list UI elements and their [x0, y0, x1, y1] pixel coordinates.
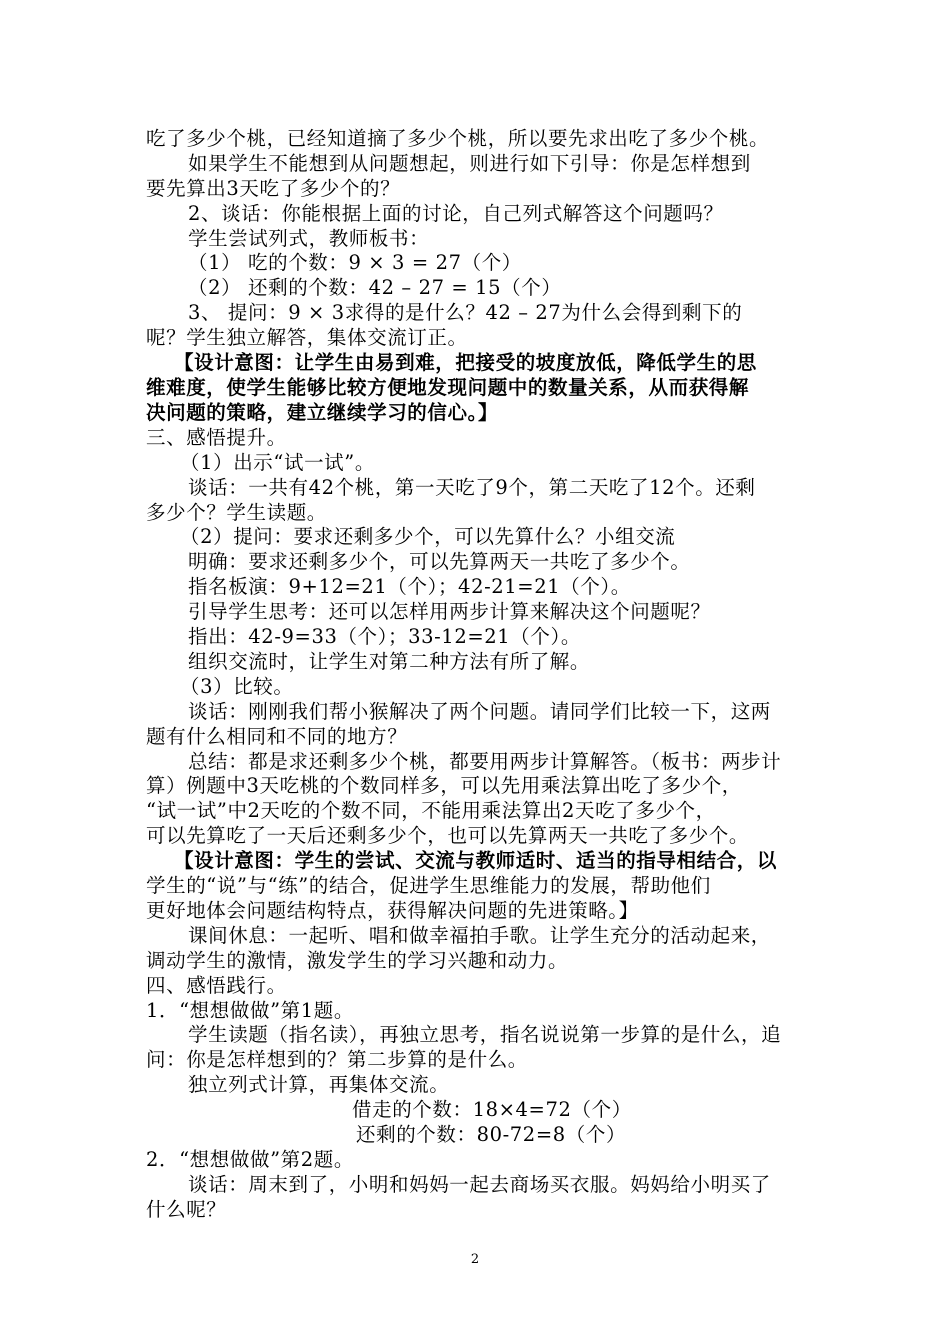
text-line: 指名板演：9+12=21（个）；42-21=21（个）。	[188, 575, 631, 598]
text-line: 谈话：刚刚我们帮小猴解决了两个问题。请同学们比较一下，这两	[188, 700, 771, 723]
text-line: 多少个？学生读题。	[146, 501, 327, 524]
text-line: 谈话：一共有42个桃，第一天吃了9个，第二天吃了12个。还剩	[188, 476, 756, 499]
text-line: 题有什么相同和不同的地方？	[146, 725, 408, 748]
text-line: 学生尝试列式，教师板书：	[188, 227, 430, 250]
text-line: 可以先算吃了一天后还剩多少个，也可以先算两天一共吃了多少个。	[146, 824, 750, 847]
text-line: 独立列式计算，再集体交流。	[188, 1073, 450, 1096]
text-line: “试一试”中2天吃的个数不同，不能用乘法算出2天吃了多少个，	[146, 799, 716, 822]
text-line: 调动学生的激情，激发学生的学习兴趣和动力。	[146, 949, 569, 972]
text-line: 谈话：周末到了，小明和妈妈一起去商场买衣服。妈妈给小明买了	[188, 1173, 771, 1196]
design-intent-line: 维难度，使学生能够比较方便地发现问题中的数量关系，从而获得解	[146, 376, 750, 399]
text-line: 学生读题（指名读），再独立思考，指名说说第一步算的是什么，追	[188, 1023, 782, 1046]
text-line: 指出：42-9=33（个）；33-12=21（个）。	[188, 625, 581, 648]
text-line: 1．“想想做做”第1题。	[146, 999, 354, 1022]
section-heading: 四、感悟践行。	[146, 974, 287, 997]
text-line: （1）出示“试一试”。	[180, 451, 375, 474]
text-line: 算）例题中3天吃桃的个数同样多，可以先用乘法算出吃了多少个，	[146, 774, 742, 797]
text-line: 2．“想想做做”第2题。	[146, 1148, 354, 1171]
design-intent-line: 【设计意图：学生的尝试、交流与教师适时、适当的指导相结合，以	[174, 849, 778, 872]
text-line: 什么呢？	[146, 1198, 227, 1221]
equation-line: 还剩的个数：80-72=8（个）	[356, 1123, 627, 1146]
text-line: （2）提问：要求还剩多少个，可以先算什么？小组交流	[180, 525, 676, 548]
section-heading: 三、感悟提升。	[146, 426, 287, 449]
text-line: 3、 提问：9 × 3求得的是什么？42 – 27为什么会得到剩下的	[188, 301, 743, 324]
text-line: 总结：都是求还剩多少个桃，都要用两步计算解答。（板书：两步计	[188, 750, 782, 773]
page-number: 2	[470, 1252, 480, 1267]
text-line: （2） 还剩的个数：42 – 27 = 15（个）	[188, 276, 562, 299]
design-intent-line: 决问题的策略，建立继续学习的信心。】	[146, 401, 499, 424]
text-line: 呢？学生独立解答，集体交流订正。	[146, 326, 468, 349]
text-line: 如果学生不能想到从问题想起，则进行如下引导：你是怎样想到	[188, 152, 751, 175]
text-line: （1） 吃的个数：9 × 3 = 27（个）	[188, 251, 522, 274]
design-intent-line: 【设计意图：让学生由易到难，把接受的坡度放低，降低学生的思	[174, 351, 757, 374]
text-line: 更好地体会问题结构特点，获得解决问题的先进策略。】	[146, 899, 639, 922]
text-line: 学生的“说”与“练”的结合，促进学生思维能力的发展，帮助他们	[146, 874, 711, 897]
text-line: 明确：要求还剩多少个，可以先算两天一共吃了多少个。	[188, 550, 691, 573]
text-line: 课间休息：一起听、唱和做幸福拍手歌。让学生充分的活动起来，	[188, 924, 771, 947]
text-line: （3）比较。	[180, 675, 294, 698]
text-line: 吃了多少个桃，已经知道摘了多少个桃，所以要先求出吃了多少个桃。	[146, 127, 770, 150]
text-line: 2、谈话：你能根据上面的讨论，自己列式解答这个问题吗？	[188, 202, 724, 225]
text-line: 组织交流时，让学生对第二种方法有所了解。	[188, 650, 591, 673]
text-line: 引导学生思考：还可以怎样用两步计算来解决这个问题呢？	[188, 600, 711, 623]
equation-line: 借走的个数：18×4=72（个）	[352, 1098, 632, 1121]
text-line: 要先算出3天吃了多少个的？	[146, 177, 401, 200]
text-line: 问：你是怎样想到的？第二步算的是什么。	[146, 1048, 528, 1071]
